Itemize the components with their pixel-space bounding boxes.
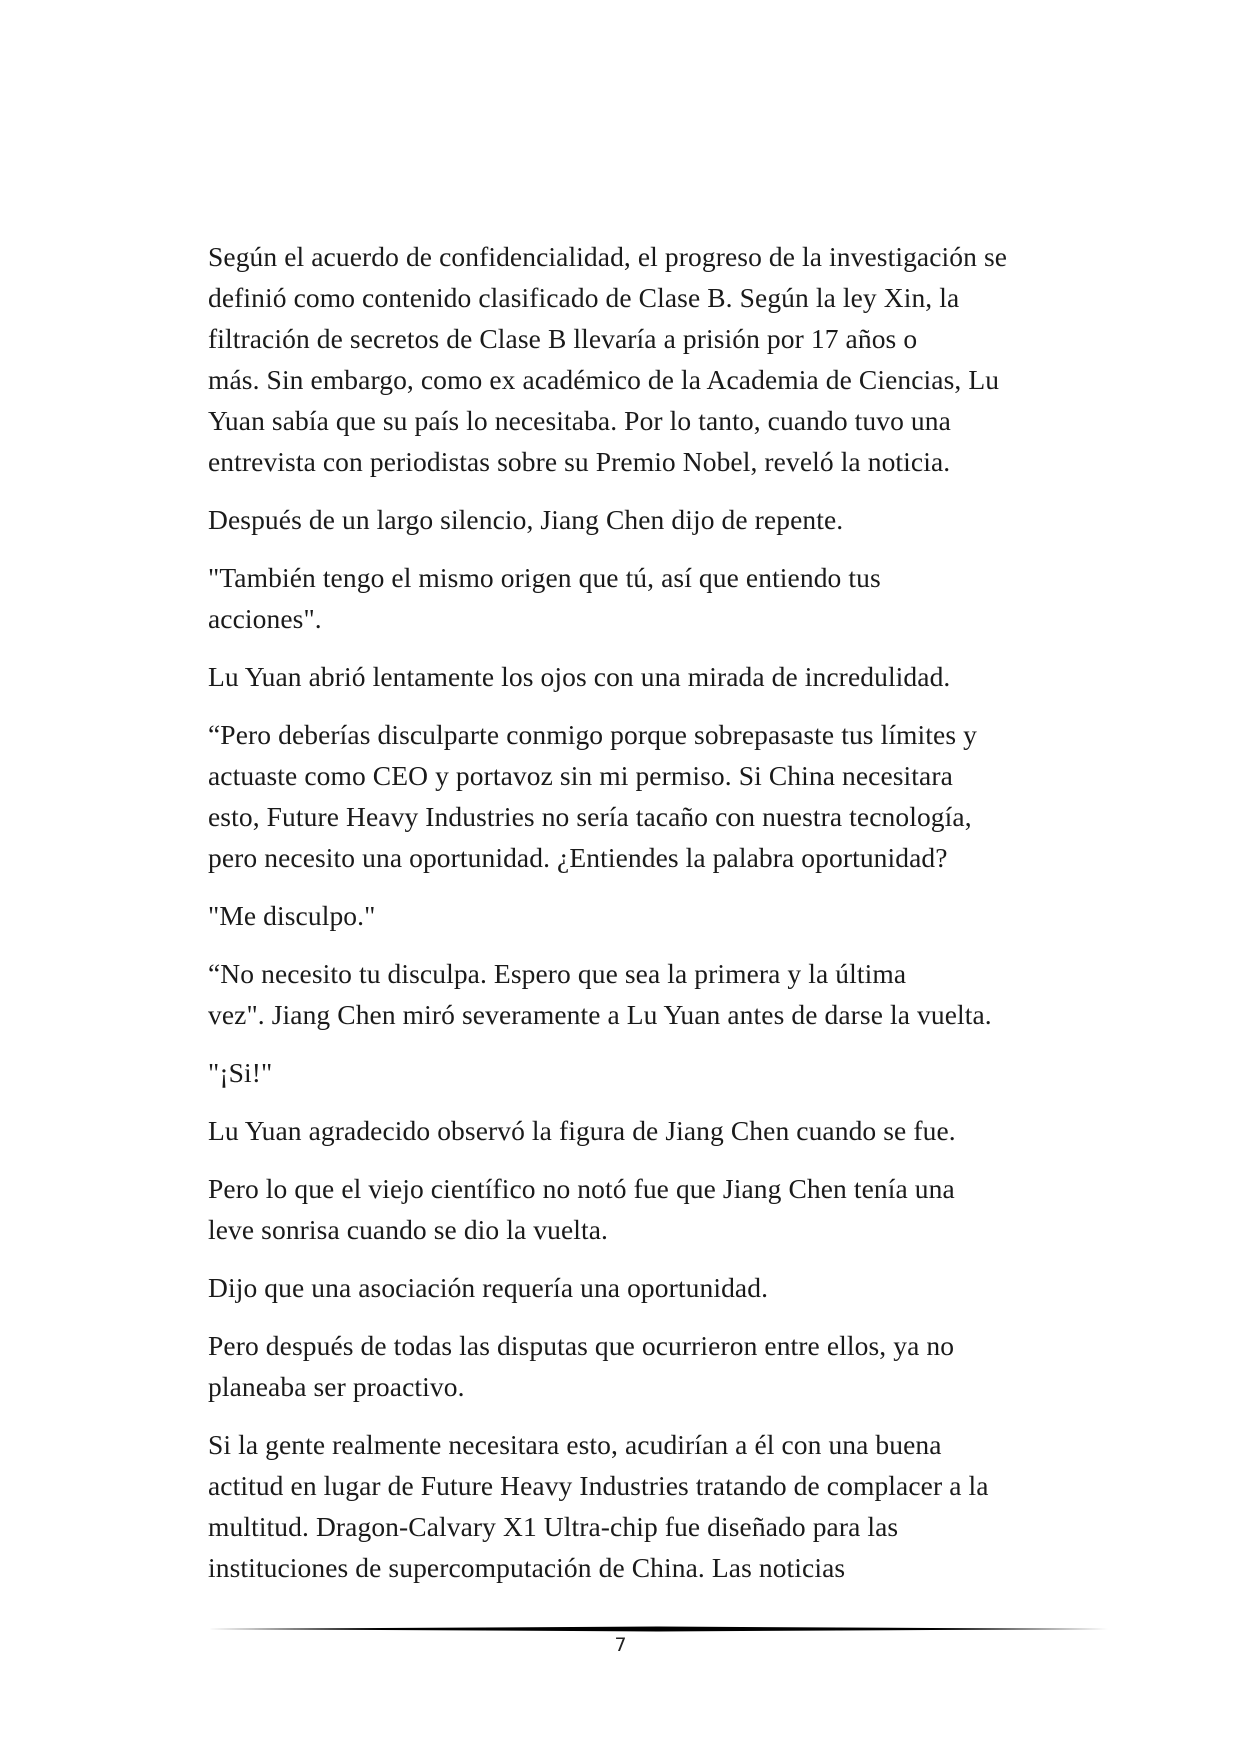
paragraph: Si la gente realmente necesitara esto, acudirían a él con una buena actitud en lugar de Future Heavy Industries tratando de complacer a la multitud. Dragon-Calvary X1 Ultra-chip fue diseñado para las instituciones de supercomputación de China. Las noticias [208,1429,989,1583]
page-body [208,236,1088,1605]
paragraph: Según el acuerdo de confidencialidad, el progreso de la investigación se definió como contenido clasificado de Clase B. Según la ley Xin, la filtración de secretos de Clase B llevaría a prisión por 17 años o más. Sin embargo, como ex académico de la Academia de Ciencias, Lu Yuan sabía que su país lo necesitaba. Por lo tanto, cuando tuvo una entrevista con periodistas sobre su Premio Nobel, reveló la noticia. [208,241,1008,477]
paragraph: Después de un largo silencio, Jiang Chen dijo de repente. [208,504,844,535]
paragraph: “No necesito tu disculpa. Espero que sea la primera y la última vez". Jiang Chen miró severamente a Lu Yuan antes de darse la vuelta. [208,958,992,1030]
paragraph: "¡Si!" [208,1057,273,1088]
paragraph: Lu Yuan abrió lentamente los ojos con una mirada de incredulidad. [208,661,951,692]
paragraph: "También tengo el mismo origen que tú, así que entiendo tus acciones". [208,562,881,634]
paragraph: Pero después de todas las disputas que ocurrieron entre ellos, ya no planeaba ser proactivo. [208,1330,955,1402]
paragraph: Lu Yuan agradecido observó la figura de Jiang Chen cuando se fue. [208,1115,956,1146]
page-number: 7 [614,1634,627,1656]
paragraph: “Pero deberías disculparte conmigo porque sobrepasaste tus límites y actuaste como CEO y portavoz sin mi permiso. Si China necesitara esto, Future Heavy Industries no sería tacaño con nuestra tecnología, pero necesito una oportunidad. ¿Entiendes la palabra oportunidad? [208,719,977,873]
paragraph: "Me disculpo." [208,900,376,931]
paragraph: Pero lo que el viejo científico no notó fue que Jiang Chen tenía una leve sonrisa cuando se dio la vuelta. [208,1173,955,1245]
paragraph: Dijo que una asociación requería una oportunidad. [208,1272,769,1303]
